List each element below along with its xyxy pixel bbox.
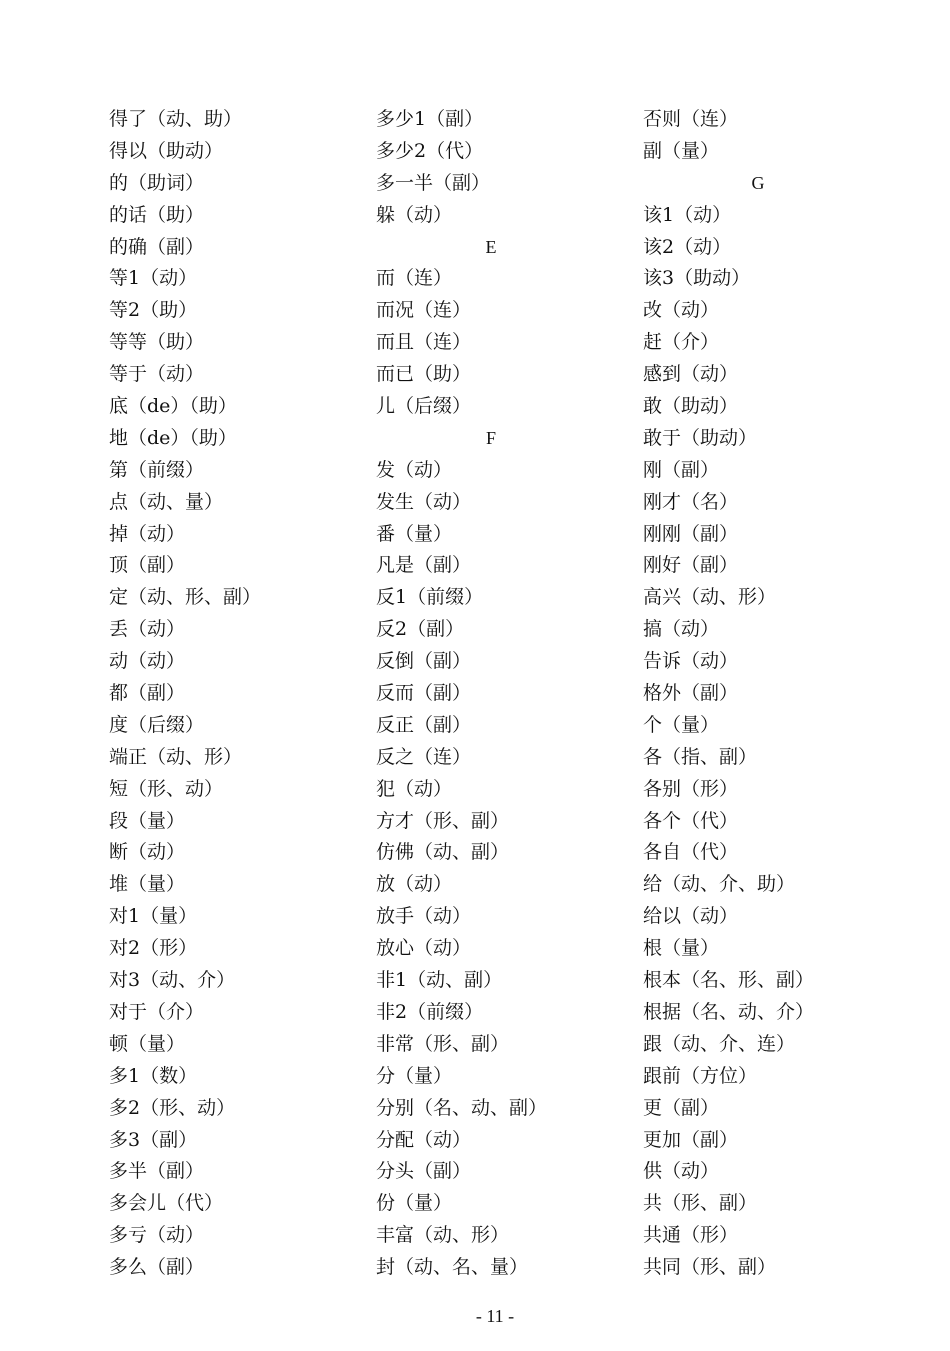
column-2 — [376, 104, 626, 1284]
word-entry: 非常（形、副） — [376, 1032, 510, 1055]
word-entry: 分配（动） — [376, 1128, 472, 1151]
word-entry: 反之（连） — [376, 745, 472, 768]
word-entry: 该2（动） — [643, 235, 732, 258]
word-entry: 该3（助动） — [643, 267, 751, 290]
word-entry: 该1（动） — [643, 203, 732, 226]
word-entry: 多少2（代） — [376, 139, 484, 162]
word-entry: 凡是（副） — [376, 554, 472, 577]
word-entry: 高兴（动、形） — [643, 586, 777, 609]
word-entry: 都（副） — [109, 682, 186, 705]
word-entry: 而且（连） — [376, 331, 472, 354]
section-letter: E — [485, 236, 497, 257]
word-entry: 犯（动） — [376, 777, 453, 800]
word-entry: 等1（动） — [109, 267, 198, 290]
word-entry: 给（动、介、助） — [643, 873, 796, 896]
word-entry: 分（量） — [376, 1064, 453, 1087]
section-letter: G — [751, 172, 765, 193]
word-entry: 等于（动） — [109, 363, 205, 386]
word-entry: 放（动） — [376, 873, 453, 896]
word-entry: 多2（形、动） — [109, 1096, 236, 1119]
word-entry: 供（动） — [643, 1160, 720, 1183]
word-entry: 反1（前缀） — [376, 586, 484, 609]
word-entry: 对1（量） — [109, 905, 198, 928]
word-entry: 份（量） — [376, 1192, 453, 1215]
word-entry: 各个（代） — [643, 809, 739, 832]
word-entry: 非1（动、副） — [376, 969, 503, 992]
word-entry: 反倒（副） — [376, 650, 472, 673]
word-entry: 多会儿（代） — [109, 1192, 224, 1215]
word-entry: 反而（副） — [376, 682, 472, 705]
word-entry: 方才（形、副） — [376, 809, 510, 832]
word-entry: 的确（副） — [109, 235, 205, 258]
word-entry: 而（连） — [376, 267, 453, 290]
column-3 — [643, 104, 873, 1284]
word-entry: 共（形、副） — [643, 1192, 758, 1215]
word-entry: 刚刚（副） — [643, 522, 739, 545]
word-entry: 告诉（动） — [643, 650, 739, 673]
word-entry: 多1（数） — [109, 1064, 198, 1087]
word-entry: 否则（连） — [643, 108, 739, 130]
word-entry: 顿（量） — [109, 1032, 186, 1055]
page-number: - 11 - — [475, 1306, 515, 1326]
word-entry: 多一半（副） — [376, 171, 491, 194]
word-entry: 共同（形、副） — [643, 1256, 777, 1279]
word-entry: 的（助词） — [109, 171, 205, 194]
word-entry: 各别（形） — [643, 777, 739, 800]
word-entry: 反2（副） — [376, 618, 465, 641]
word-entry: 番（量） — [376, 522, 453, 545]
word-entry: 搞（动） — [643, 618, 720, 641]
word-entry: 丰富（动、形） — [376, 1224, 510, 1247]
word-entry: 掉（动） — [109, 522, 186, 545]
word-entry: 等等（助） — [109, 331, 205, 354]
word-entry: 多亏（动） — [109, 1224, 205, 1247]
word-entry: 共通（形） — [643, 1224, 739, 1247]
word-entry: 地（de）（助） — [109, 426, 237, 449]
word-entry: 发（动） — [376, 458, 453, 481]
word-entry: 格外（副） — [643, 682, 739, 705]
word-entry: 根（量） — [643, 937, 720, 960]
word-entry: 段（量） — [109, 809, 186, 832]
word-entry: 点（动、量） — [109, 490, 224, 513]
word-entry: 各自（代） — [643, 841, 739, 864]
word-entry: 给以（动） — [643, 905, 739, 928]
word-entry: 短（形、动） — [109, 777, 224, 800]
word-entry: 的话（助） — [109, 203, 205, 226]
word-entry: 等2（助） — [109, 299, 198, 322]
word-entry: 动（动） — [109, 650, 186, 673]
word-entry: 副（量） — [643, 139, 720, 162]
word-entry: 丢（动） — [109, 618, 186, 641]
word-entry: 多半（副） — [109, 1160, 205, 1183]
word-entry: 儿（后缀） — [376, 395, 472, 418]
word-entry: 仿佛（动、副） — [376, 841, 510, 864]
word-entry: 个（量） — [643, 713, 720, 736]
word-entry: 根本（名、形、副） — [643, 969, 815, 992]
word-entry: 各（指、副） — [643, 745, 758, 768]
word-entry: 定（动、形、副） — [109, 586, 262, 609]
word-entry: 敢于（助动） — [643, 426, 758, 449]
word-entry: 得了（动、助） — [109, 108, 243, 130]
word-entry: 断（动） — [109, 841, 186, 864]
word-entry: 刚（副） — [643, 458, 720, 481]
word-entry: 而况（连） — [376, 299, 472, 322]
word-entry: 敢（助动） — [643, 395, 739, 418]
word-entry: 对于（介） — [109, 1000, 205, 1023]
word-entry: 非2（前缀） — [376, 1000, 484, 1023]
word-entry: 端正（动、形） — [109, 745, 243, 768]
word-entry: 多少1（副） — [376, 108, 484, 130]
word-entry: 第（前缀） — [109, 458, 205, 481]
word-entry: 顶（副） — [109, 554, 186, 577]
word-entry: 赶（介） — [643, 331, 720, 354]
word-entry: 刚好（副） — [643, 554, 739, 577]
word-entry: 得以（助动） — [109, 139, 224, 162]
word-entry: 跟前（方位） — [643, 1064, 758, 1087]
word-entry: 更加（副） — [643, 1128, 739, 1151]
word-entry: 而已（助） — [376, 363, 472, 386]
word-entry: 感到（动） — [643, 363, 739, 386]
word-entry: 多么（副） — [109, 1256, 205, 1279]
word-entry: 放心（动） — [376, 937, 472, 960]
word-entry: 根据（名、动、介） — [643, 1000, 815, 1023]
word-entry: 多3（副） — [109, 1128, 198, 1151]
word-entry: 发生（动） — [376, 490, 472, 513]
section-letter: F — [485, 427, 496, 448]
word-entry: 底（de）（助） — [109, 395, 237, 418]
word-entry: 更（副） — [643, 1096, 720, 1119]
word-entry: 分别（名、动、副） — [376, 1096, 548, 1119]
word-entry: 对2（形） — [109, 937, 198, 960]
column-1 — [109, 104, 359, 1284]
word-entry: 封（动、名、量） — [376, 1256, 529, 1279]
word-entry: 跟（动、介、连） — [643, 1032, 796, 1055]
word-entry: 反正（副） — [376, 713, 472, 736]
word-entry: 对3（动、介） — [109, 969, 236, 992]
word-entry: 放手（动） — [376, 905, 472, 928]
word-entry: 度（后缀） — [109, 713, 205, 736]
word-entry: 分头（副） — [376, 1160, 472, 1183]
word-entry: 改（动） — [643, 299, 720, 322]
word-entry: 刚才（名） — [643, 490, 739, 513]
word-entry: 堆（量） — [109, 873, 186, 896]
word-entry: 躲（动） — [376, 203, 453, 226]
